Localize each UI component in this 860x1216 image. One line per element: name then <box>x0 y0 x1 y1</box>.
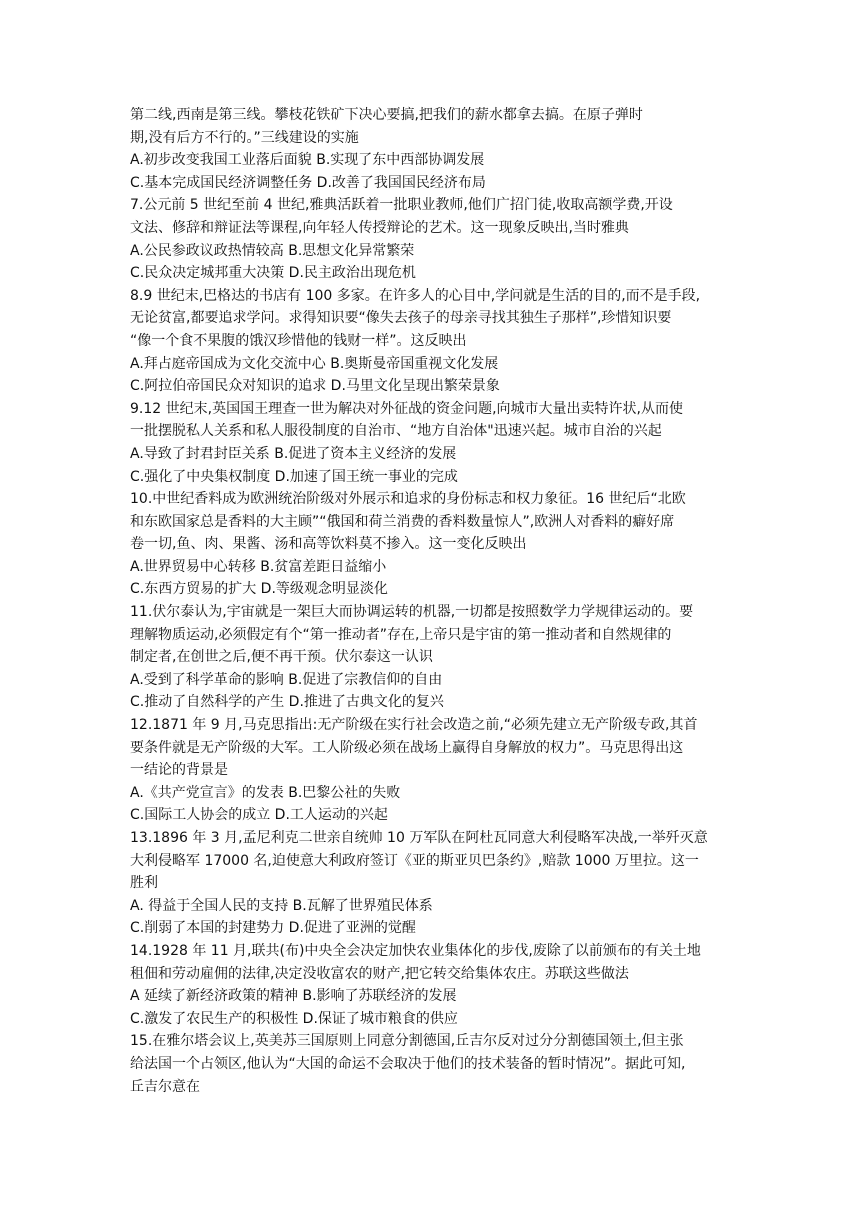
text-line: 理解物质运动,必须假定有个“第一推动者”存在,上帝只是宇宙的第一推动者和自然规律的 <box>130 626 672 643</box>
text-line: 第二线,西南是第三线。攀枝花铁矿下决心要搞,把我们的薪水都拿去搞。在原子弹时 <box>130 107 643 123</box>
question-13-line: 13.1896 年 3 月,孟尼利克二世亲自统帅 10 万军队在阿杜瓦同意大利侵略军决战,一举歼灭意 <box>130 830 708 846</box>
question-9-line: 9.12 世纪末,英国国王理查一世为解决对外征战的资金问题,向城市大量出卖特许状,从而使 <box>130 400 683 417</box>
answer-options-line: A.《共产党宣言》的发表 B.巴黎公社的失败 <box>130 784 401 801</box>
question-15-line: 15.在雅尔塔会议上,英美苏三国原则上同意分割德国,丘吉尔反对过分分割德国领土,但主张 <box>130 1033 684 1050</box>
answer-options-line: A.受到了科学革命的影响 B.促进了宗教信仰的自由 <box>130 671 443 688</box>
answer-options-line: A.导致了封君封臣关系 B.促进了资本主义经济的发展 <box>130 445 457 462</box>
answer-options-line: C.强化了中央集权制度 D.加速了国王统一事业的完成 <box>130 468 458 485</box>
answer-options-line: A 延续了新经济政策的精神 B.影响了苏联经济的发展 <box>130 988 457 1005</box>
text-line: 无论贫富,都要追求学问。求得知识要“像失去孩子的母亲寻找其独生子那样”,珍惜知识要 <box>130 310 672 327</box>
text-line: 丘吉尔意在 <box>130 1078 200 1095</box>
text-line: 期,没有后方不行的。”三线建设的实施 <box>130 129 359 146</box>
text-line: 胜利 <box>130 875 158 892</box>
answer-options-line: A.初步改变我国工业落后面貌 B.实现了东中西部协调发展 <box>130 152 485 169</box>
question-14-line: 14.1928 年 11 月,联共(布)中央全会决定加快农业集体化的步伐,废除了以前颁布的有关土地 <box>130 942 701 959</box>
answer-options-line: A.世界贸易中心转移 B.贫富差距日益缩小 <box>130 558 387 575</box>
question-8-line: 8.9 世纪末,巴格达的书店有 100 多家。在许多人的心目中,学问就是生活的目的,而不是手段, <box>130 287 701 304</box>
text-line: 大利侵略军 17000 名,迫使意大利政府签订《亚的斯亚贝巴条约》,赔款 1000 万里拉。这一 <box>130 852 699 869</box>
text-line: 制定者,在创世之后,便不再干预。伏尔泰这一认识 <box>130 649 433 666</box>
text-line: 要条件就是无产阶级的大军。工人阶级必须在战场上赢得自身解放的权力”。马克思得出这 <box>130 739 684 756</box>
answer-options-line: A.拜占庭帝国成为文化交流中心 B.奥斯曼帝国重视文化发展 <box>130 355 499 372</box>
answer-options-line: C.基本完成国民经济调整任务 D.改善了我国国民经济布局 <box>130 174 486 191</box>
text-line: 卷一切,鱼、肉、果酱、汤和高等饮料莫不掺入。这一变化反映出 <box>130 536 527 553</box>
question-10-line: 10.中世纪香料成为欧洲统治阶级对外展示和追求的身份标志和权力象征。16 世纪后“北欧 <box>130 491 686 508</box>
answer-options-line: A.公民参政议政热情较高 B.思想文化异常繁荣 <box>130 242 415 259</box>
answer-options-line: C.东西方贸易的扩大 D.等级观念明显淡化 <box>130 581 388 598</box>
question-11-line: 11.伏尔泰认为,宇宙就是一架巨大而协调运转的机器,一切都是按照数学力学规律运动的。要 <box>130 604 694 621</box>
document-page <box>130 104 734 1098</box>
text-line: 和东欧国家总是香料的大主顾”“俄国和荷兰消费的香料数量惊人”,欧洲人对香料的癖好席 <box>130 513 675 530</box>
text-line: 租佃和劳动雇佣的法律,决定没收富农的财产,把它转交给集体农庄。苏联这些做法 <box>130 965 629 982</box>
answer-options-line: C.民众决定城邦重大决策 D.民主政治出现危机 <box>130 265 416 282</box>
text-line: 一结论的背景是 <box>130 762 228 779</box>
text-line: “像一个食不果腹的饿汉珍惜他的钱财一样”。这反映出 <box>130 332 467 349</box>
answer-options-line: C.激发了农民生产的积极性 D.保证了城市粮食的供应 <box>130 1010 458 1027</box>
text-line: 文法、修辞和辩证法等课程,向年轻人传授辩论的艺术。这一现象反映出,当时雅典 <box>130 219 629 236</box>
answer-options-line: C.推动了自然科学的产生 D.推进了古典文化的复兴 <box>130 694 444 711</box>
text-line: 给法国一个占领区,他认为“大国的命运不会取决于他们的技术装备的暂时情况”。据此可知, <box>130 1055 686 1072</box>
answer-options-line: C.削弱了本国的封建势力 D.促进了亚洲的觉醒 <box>130 920 416 937</box>
answer-options-line: C.阿拉伯帝国民众对知识的追求 D.马里文化呈现出繁荣景象 <box>130 378 500 395</box>
answer-options-line: A. 得益于全国人民的支持 B.瓦解了世界殖民体系 <box>130 897 433 914</box>
question-7-line: 7.公元前 5 世纪至前 4 世纪,雅典活跃着一批职业教师,他们广招门徒,收取高额学费,开设 <box>130 197 673 214</box>
answer-options-line: C.国际工人协会的成立 D.工人运动的兴起 <box>130 807 388 824</box>
text-line: 一批摆脱私人关系和私人服役制度的自治市、“地方自治体"迅速兴起。城市自治的兴起 <box>130 423 662 440</box>
question-12-line: 12.1871 年 9 月,马克思指出:无产阶级在实行社会改造之前,“必须先建立无产阶级专政,其首 <box>130 717 698 734</box>
